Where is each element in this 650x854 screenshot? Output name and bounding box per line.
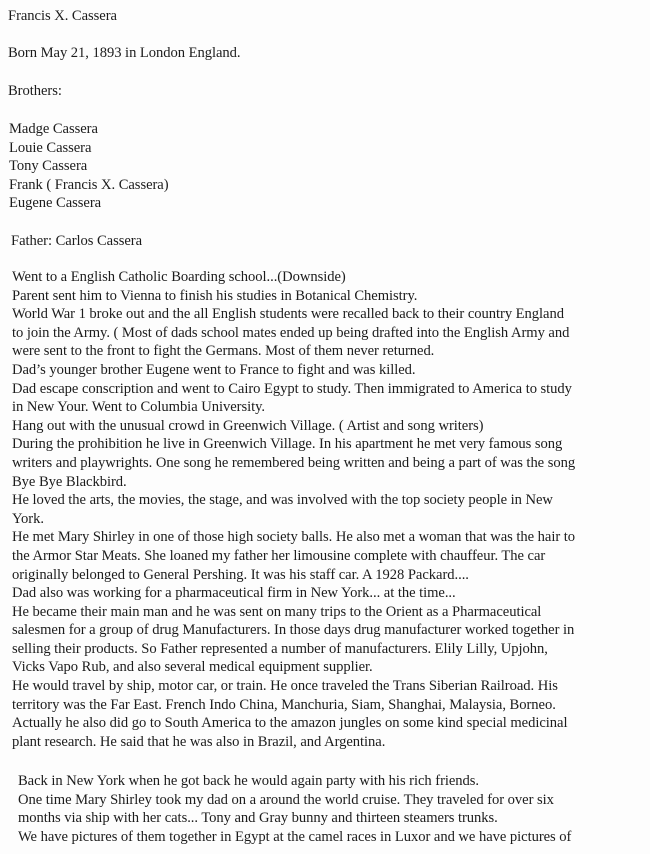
- bio-line: Dad’s younger brother Eugene went to France to fight and was killed.: [12, 361, 416, 378]
- bio-line: Parent sent him to Vienna to finish his studies in Botanical Chemistry.: [12, 287, 418, 304]
- bio-line: Hang out with the unusual crowd in Greenwich Village. ( Artist and song writers): [12, 417, 484, 434]
- bio-line: Actually he also did go to South America to the amazon jungles on some kind special medicinal: [12, 715, 568, 732]
- brother-name: Madge Cassera: [9, 121, 98, 137]
- bio-line: World War 1 broke out and the all English students were recalled back to their country England: [12, 306, 564, 323]
- bio-line: writers and playwrights. One song he remembered being written and being a part of was the song: [12, 454, 576, 471]
- bio-line: salesmen for a group of drug Manufacturers. In those days drug manufacturer worked together in: [12, 622, 575, 639]
- bio-line: Bye Bye Blackbird.: [12, 473, 127, 490]
- bio-line: Dad also was working for a pharmaceutical firm in New York... at the time...: [12, 585, 456, 602]
- bio-line: York.: [12, 510, 44, 527]
- father-info: [11, 232, 142, 251]
- brother-name: Louie Cassera: [9, 139, 92, 156]
- bio-line: in New Your. Went to Columbia University.: [12, 399, 265, 416]
- brothers-heading: [8, 82, 62, 101]
- bio-line: the Armor Star Meats. She loaned my father her limousine complete with chauffeur. The car: [12, 547, 546, 564]
- bio-line: territory was the Far East. French Indo China, Manchuria, Siam, Shanghai, Malaysia, Borneo.: [12, 696, 556, 713]
- bio-line: He became their main man and he was sent on many trips to the Orient as a Pharmaceutical: [12, 603, 542, 620]
- brother-name: Tony Cassera: [9, 158, 88, 175]
- brother-name: Eugene Cassera: [9, 195, 102, 212]
- biography-paragraph-2: [18, 772, 571, 846]
- bio-line: One time Mary Shirley took my dad on a around the world cruise. They traveled for over six: [18, 791, 554, 808]
- bio-line: He would travel by ship, motor car, or train. He once traveled the Trans Siberian Railroad. His: [12, 678, 558, 695]
- bio-line: We have pictures of them together in Egypt at the camel races in Luxor and we have pictures of: [18, 828, 572, 845]
- bio-line: He met Mary Shirley in one of those high society balls. He also met a woman that was the hair to: [12, 529, 576, 546]
- bio-line: months via ship with her cats... Tony and Gray bunny and thirteen steamers trunks.: [18, 810, 498, 827]
- bio-line: plant research. He said that he was also in Brazil, and Argentina.: [12, 733, 386, 750]
- biography-paragraph-1: [12, 268, 575, 751]
- brothers-list: [9, 120, 169, 213]
- brothers-heading-line: Brothers:: [8, 83, 62, 99]
- bio-line: He loved the arts, the movies, the stage, and was involved with the top society people in New: [12, 492, 553, 509]
- title-line: Francis X. Cassera: [8, 8, 117, 24]
- bio-line: During the prohibition he live in Greenwich Village. In his apartment he met very famous song: [12, 436, 563, 453]
- bio-line: Went to a English Catholic Boarding school...(Downside): [12, 269, 346, 285]
- born-line: Born May 21, 1893 in London England.: [8, 45, 241, 61]
- bio-line: Back in New York when he got back he would again party with his rich friends.: [18, 773, 480, 789]
- bio-line: Dad escape conscription and went to Cairo Egypt to study. Then immigrated to America to study: [12, 380, 572, 397]
- bio-line: to join the Army. ( Most of dads school mates ended up being drafted into the English Army and: [12, 324, 570, 341]
- bio-line: Vicks Vapo Rub, and also several medical equipment supplier.: [12, 659, 373, 676]
- father-line: Father: Carlos Cassera: [11, 233, 143, 249]
- bio-line: were sent to the front to fight the Germans. Most of them never returned.: [12, 343, 435, 360]
- bio-line: originally belonged to General Pershing. It was his staff car. A 1928 Packard....: [12, 566, 469, 583]
- brother-name: Frank ( Francis X. Cassera): [9, 176, 169, 193]
- bio-line: selling their products. So Father represented a number of manufacturers. Elily Lilly, Upjohn,: [12, 640, 548, 657]
- birth-info: [8, 44, 241, 63]
- document-title: [8, 7, 117, 26]
